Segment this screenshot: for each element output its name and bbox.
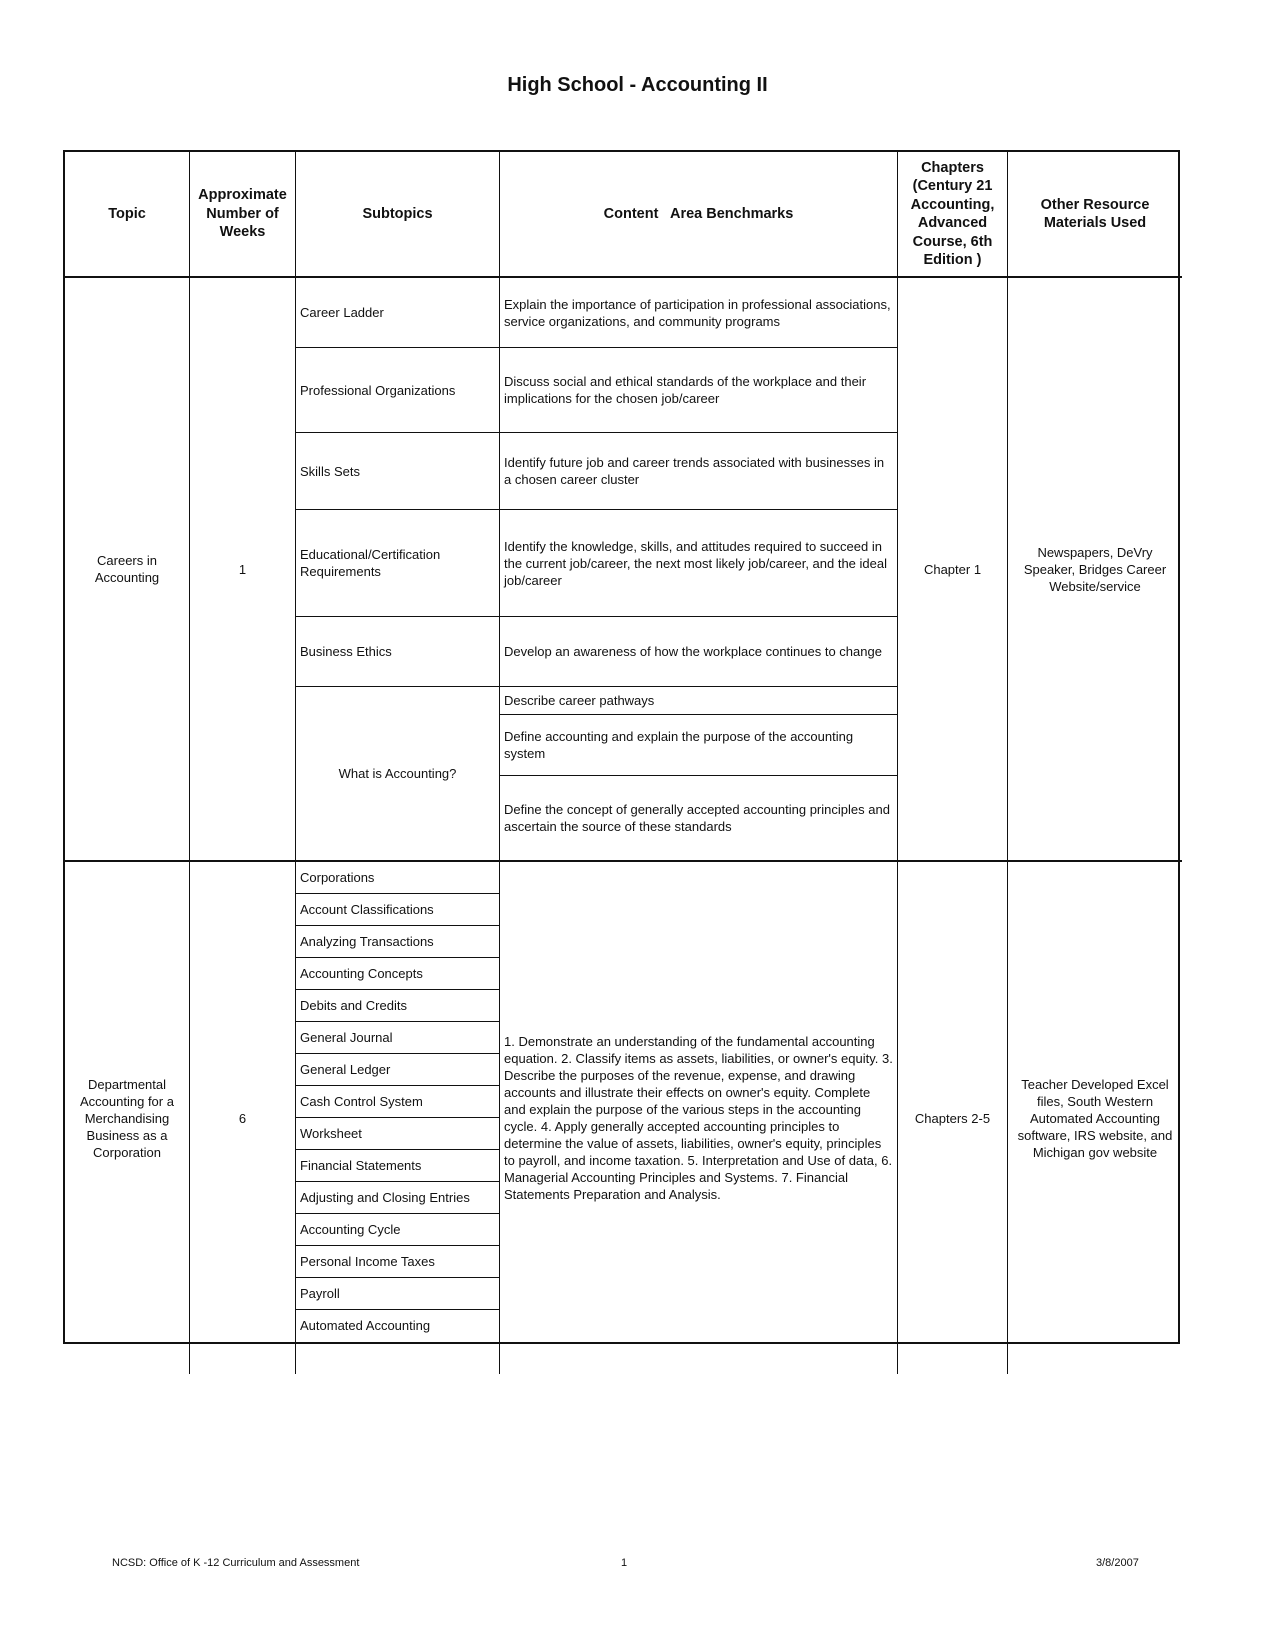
subtopic-item: Personal Income Taxes bbox=[296, 1246, 500, 1278]
header-subtopics: Subtopics bbox=[296, 152, 500, 278]
subtopic-item: What is Accounting? bbox=[296, 687, 500, 862]
benchmark-item: Explain the importance of participation in professional associations, service organizations, and community programs bbox=[500, 278, 898, 348]
subtopic-item: General Ledger bbox=[296, 1054, 500, 1086]
subtopic-item: Accounting Concepts bbox=[296, 958, 500, 990]
benchmark-item: Discuss social and ethical standards of the workplace and their implications for the chosen job/career bbox=[500, 348, 898, 433]
subtopic-item: Professional Organizations bbox=[296, 348, 500, 433]
header-weeks: Approximate Number of Weeks bbox=[190, 152, 296, 278]
subtopic-item: Financial Statements bbox=[296, 1150, 500, 1182]
subtopic-item: Career Ladder bbox=[296, 278, 500, 348]
chapters-departmental: Chapters 2-5 bbox=[898, 862, 1008, 1374]
subtopic-item: Worksheet bbox=[296, 1118, 500, 1150]
header-topic: Topic bbox=[65, 152, 190, 278]
subtopic-item: Business Ethics bbox=[296, 617, 500, 687]
resources-departmental: Teacher Developed Excel files, South Western Automated Accounting software, IRS website, and Michigan gov website bbox=[1017, 1076, 1173, 1160]
chapters-careers: Chapter 1 bbox=[898, 278, 1008, 862]
header-resources: Other Resource Materials Used bbox=[1008, 152, 1182, 278]
benchmark-departmental: 1. Demonstrate an understanding of the fundamental accounting equation. 2. Classify items as assets, liabilities, or owner's equity. 3. Describe the purposes of the revenue, expense, and drawing accounts and illustrate their effects on owner's equity. Complete and explain the purpose of the various steps in the accounting cycle. 4. Apply generally accepted accounting principles to determine the value of assets, liabilities, owner's equity, principles to payroll, and income taxation. 5. Interpretation and Use of data, 6. Managerial Accounting Principles and Systems. 7. Financial Statements Preparation and Analysis. bbox=[500, 862, 898, 1374]
subtopic-item: Analyzing Transactions bbox=[296, 926, 500, 958]
header-chapters: Chapters (Century 21 Accounting, Advanced Course, 6th Edition ) bbox=[898, 152, 1008, 278]
weeks-careers: 1 bbox=[190, 278, 296, 862]
footer-page-number: 1 bbox=[621, 1557, 628, 1569]
benchmark-item: Identify the knowledge, skills, and attitudes required to succeed in the current job/career, the next most likely job/career, and the ideal job/career bbox=[500, 510, 898, 617]
curriculum-table bbox=[63, 150, 1180, 1344]
weeks-departmental: 6 bbox=[190, 862, 296, 1374]
subtopic-item: Debits and Credits bbox=[296, 990, 500, 1022]
subtopic-item: Account Classifications bbox=[296, 894, 500, 926]
subtopic-item: Educational/Certification Requirements bbox=[296, 510, 500, 617]
resources-careers: Newspapers, DeVry Speaker, Bridges Career Website/service bbox=[1008, 278, 1182, 862]
benchmark-item: Develop an awareness of how the workplace continues to change bbox=[500, 617, 898, 687]
benchmark-item: Define the concept of generally accepted accounting principles and ascertain the source of these standards bbox=[500, 776, 898, 862]
subtopic-item: Skills Sets bbox=[296, 433, 500, 510]
page-title: High School - Accounting II bbox=[507, 74, 768, 96]
subtopic-item: Payroll bbox=[296, 1278, 500, 1310]
subtopic-item: Accounting Cycle bbox=[296, 1214, 500, 1246]
subtopic-item: Corporations bbox=[296, 862, 500, 894]
topic-careers: Careers in Accounting bbox=[65, 278, 190, 862]
footer-left: NCSD: Office of K -12 Curriculum and Assessment bbox=[112, 1557, 360, 1569]
footer-date: 3/8/2007 bbox=[1096, 1557, 1139, 1569]
header-benchmarks: Content Area Benchmarks bbox=[500, 152, 898, 278]
benchmark-item: Define accounting and explain the purpose of the accounting system bbox=[500, 715, 898, 776]
subtopic-item: General Journal bbox=[296, 1022, 500, 1054]
topic-departmental: Departmental Accounting for a Merchandising Business as a Corporation bbox=[65, 862, 190, 1374]
subtopic-item: Cash Control System bbox=[296, 1086, 500, 1118]
benchmark-item: Describe career pathways bbox=[500, 687, 898, 715]
subtopic-item: Adjusting and Closing Entries bbox=[296, 1182, 500, 1214]
subtopic-item: Automated Accounting bbox=[296, 1310, 500, 1374]
benchmark-item: Identify future job and career trends associated with businesses in a chosen career cluster bbox=[500, 433, 898, 510]
